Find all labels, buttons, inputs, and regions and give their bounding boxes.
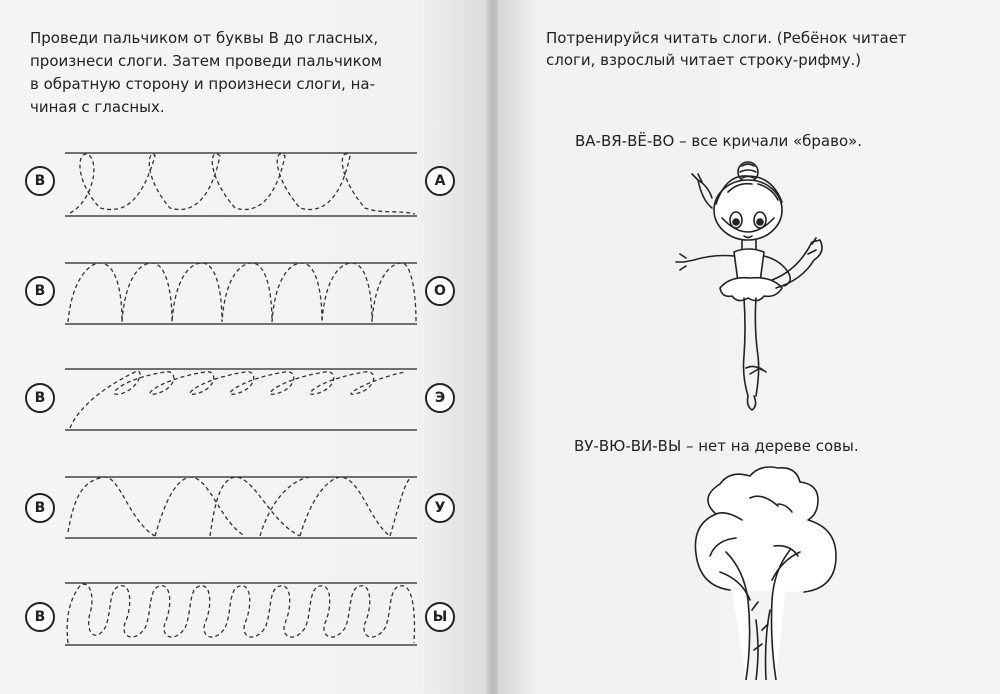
syllable-rhyme: ВА-ВЯ-ВЁ-ВО – все кричали «браво». [575, 132, 863, 150]
right-instructions [546, 27, 966, 71]
ballerina-illustration [672, 158, 832, 416]
instruction-line: слоги, взрослый читает строку-рифму.) [546, 51, 862, 69]
start-letter-circle: В [25, 276, 55, 306]
trace-path-arches[interactable] [60, 258, 422, 328]
start-letter-circle: В [25, 602, 55, 632]
vowel-letter-circle: А [425, 166, 455, 196]
start-letter-circle: В [25, 493, 55, 523]
instruction-line: произнеси слоги. Затем проведи пальчиком [30, 52, 383, 70]
vowel-letter-circle: Э [425, 383, 455, 413]
trace-path-waves[interactable] [60, 472, 422, 542]
instruction-line: Проведи пальчиком от буквы В до гласных, [30, 29, 379, 47]
trace-path-loops-narrow[interactable] [60, 578, 422, 648]
start-letter-circle: В [25, 166, 55, 196]
start-letter-circle: В [25, 383, 55, 413]
vowel-letter-circle: Ы [425, 602, 455, 632]
vowel-letter-circle: О [425, 276, 455, 306]
left-instructions [30, 27, 453, 119]
vowel-letter-circle: У [425, 493, 455, 523]
trace-path-loops-wide[interactable] [60, 148, 422, 218]
syllable-rhyme: ВУ-ВЮ-ВИ-ВЫ – нет на дереве совы. [574, 437, 859, 455]
instruction-line: в обратную сторону и произнеси слоги, на- [30, 75, 376, 93]
tree-illustration [690, 460, 845, 680]
instruction-line: Потренируйся читать слоги. (Ребёнок читает [546, 29, 907, 47]
trace-path-loops-slant[interactable] [60, 364, 422, 434]
instruction-line: чиная с гласных. [30, 98, 165, 116]
